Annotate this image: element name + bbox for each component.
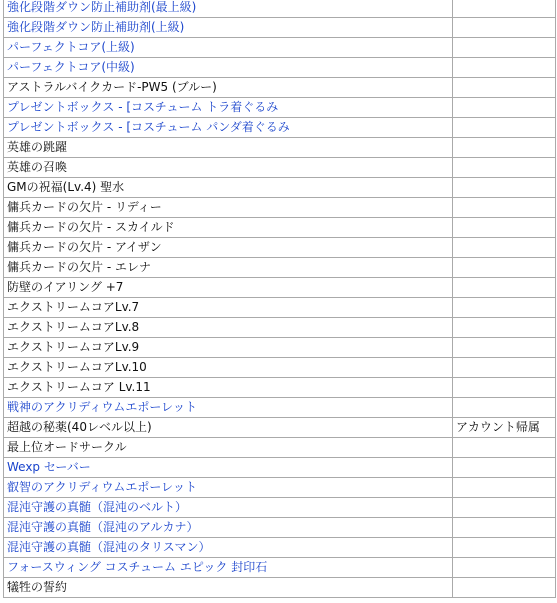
table-row — [4, 378, 556, 398]
table-row — [4, 78, 556, 98]
item-name-cell: 超越の秘薬(40レベル以上) — [4, 418, 453, 438]
table-row — [4, 558, 556, 578]
table-row — [4, 338, 556, 358]
item-name-cell: エクストリームコアLv.10 — [4, 358, 453, 378]
table-row — [4, 158, 556, 178]
item-note-cell — [453, 98, 556, 118]
item-note-cell — [453, 498, 556, 518]
item-name-cell: 最上位オードサークル — [4, 438, 453, 458]
item-name-link[interactable]: フォースウィング コスチューム エピック 封印石 — [4, 558, 453, 578]
table-row — [4, 478, 556, 498]
item-note-cell — [453, 118, 556, 138]
table-row — [4, 198, 556, 218]
item-name-cell: 傭兵カードの欠片 - スカイルド — [4, 218, 453, 238]
item-name-cell: GMの祝福(Lv.4) 聖水 — [4, 178, 453, 198]
item-name-link[interactable]: 強化段階ダウン防止補助剤(最上級) — [4, 0, 453, 18]
item-note-cell: アカウント帰属 — [453, 418, 556, 438]
item-note-cell — [453, 358, 556, 378]
item-note-cell — [453, 38, 556, 58]
table-row — [4, 398, 556, 418]
item-note-cell — [453, 58, 556, 78]
item-name-cell: エクストリームコアLv.8 — [4, 318, 453, 338]
table-row — [4, 98, 556, 118]
item-note-cell — [453, 198, 556, 218]
table-row — [4, 578, 556, 598]
item-name-link[interactable]: 強化段階ダウン防止補助剤(上級) — [4, 18, 453, 38]
item-name-link[interactable]: 混沌守護の真髄（混沌のアルカナ） — [4, 518, 453, 538]
item-note-cell — [453, 0, 556, 18]
item-table — [3, 0, 556, 598]
item-note-cell — [453, 318, 556, 338]
item-note-cell — [453, 238, 556, 258]
item-note-cell — [453, 158, 556, 178]
item-name-cell: エクストリームコア Lv.11 — [4, 378, 453, 398]
item-name-link[interactable]: 混沌守護の真髄（混沌のベルト） — [4, 498, 453, 518]
item-name-link[interactable]: 混沌守護の真髄（混沌のタリスマン） — [4, 538, 453, 558]
item-note-cell — [453, 278, 556, 298]
table-row — [4, 238, 556, 258]
table-row — [4, 438, 556, 458]
table-row — [4, 218, 556, 238]
item-note-cell — [453, 18, 556, 38]
item-name-cell: 防壁のイアリング +7 — [4, 278, 453, 298]
item-note-cell — [453, 558, 556, 578]
item-name-cell: アストラルバイクカード-PW5 (ブルー) — [4, 78, 453, 98]
item-note-cell — [453, 518, 556, 538]
item-note-cell — [453, 398, 556, 418]
table-row — [4, 498, 556, 518]
item-name-link[interactable]: 叡智のアクリディウムエポーレット — [4, 478, 453, 498]
item-note-cell — [453, 458, 556, 478]
table-row — [4, 118, 556, 138]
item-name-cell: エクストリームコアLv.9 — [4, 338, 453, 358]
table-row — [4, 58, 556, 78]
item-name-link[interactable]: パーフェクトコア(上級) — [4, 38, 453, 58]
item-note-cell — [453, 298, 556, 318]
item-name-link[interactable]: プレゼントボックス - [コスチューム トラ着ぐるみ — [4, 98, 453, 118]
item-name-cell: 英雄の跳躍 — [4, 138, 453, 158]
item-name-link[interactable]: プレゼントボックス - [コスチューム パンダ着ぐるみ — [4, 118, 453, 138]
table-row — [4, 178, 556, 198]
table-row — [4, 518, 556, 538]
table-row — [4, 538, 556, 558]
item-note-cell — [453, 258, 556, 278]
item-name-cell: 傭兵カードの欠片 - リディー — [4, 198, 453, 218]
item-note-cell — [453, 218, 556, 238]
item-table-body — [4, 0, 556, 598]
item-name-cell: 傭兵カードの欠片 - エレナ — [4, 258, 453, 278]
item-note-cell — [453, 578, 556, 598]
item-name-link[interactable]: Wexp セーバー — [4, 458, 453, 478]
table-row — [4, 298, 556, 318]
table-row — [4, 418, 556, 438]
item-note-cell — [453, 478, 556, 498]
item-note-cell — [453, 538, 556, 558]
table-row — [4, 138, 556, 158]
item-note-cell — [453, 178, 556, 198]
table-row — [4, 458, 556, 478]
item-name-cell: 英雄の召喚 — [4, 158, 453, 178]
table-row — [4, 358, 556, 378]
item-name-link[interactable]: パーフェクトコア(中級) — [4, 58, 453, 78]
item-note-cell — [453, 438, 556, 458]
table-row — [4, 18, 556, 38]
item-note-cell — [453, 378, 556, 398]
table-row — [4, 278, 556, 298]
item-name-cell: エクストリームコアLv.7 — [4, 298, 453, 318]
item-name-cell: 犠牲の誓約 — [4, 578, 453, 598]
item-name-link[interactable]: 戦神のアクリディウムエポーレット — [4, 398, 453, 418]
table-row — [4, 318, 556, 338]
item-note-cell — [453, 338, 556, 358]
table-row — [4, 38, 556, 58]
table-row — [4, 258, 556, 278]
table-row — [4, 0, 556, 18]
item-note-cell — [453, 138, 556, 158]
item-note-cell — [453, 78, 556, 98]
item-name-cell: 傭兵カードの欠片 - アイザン — [4, 238, 453, 258]
